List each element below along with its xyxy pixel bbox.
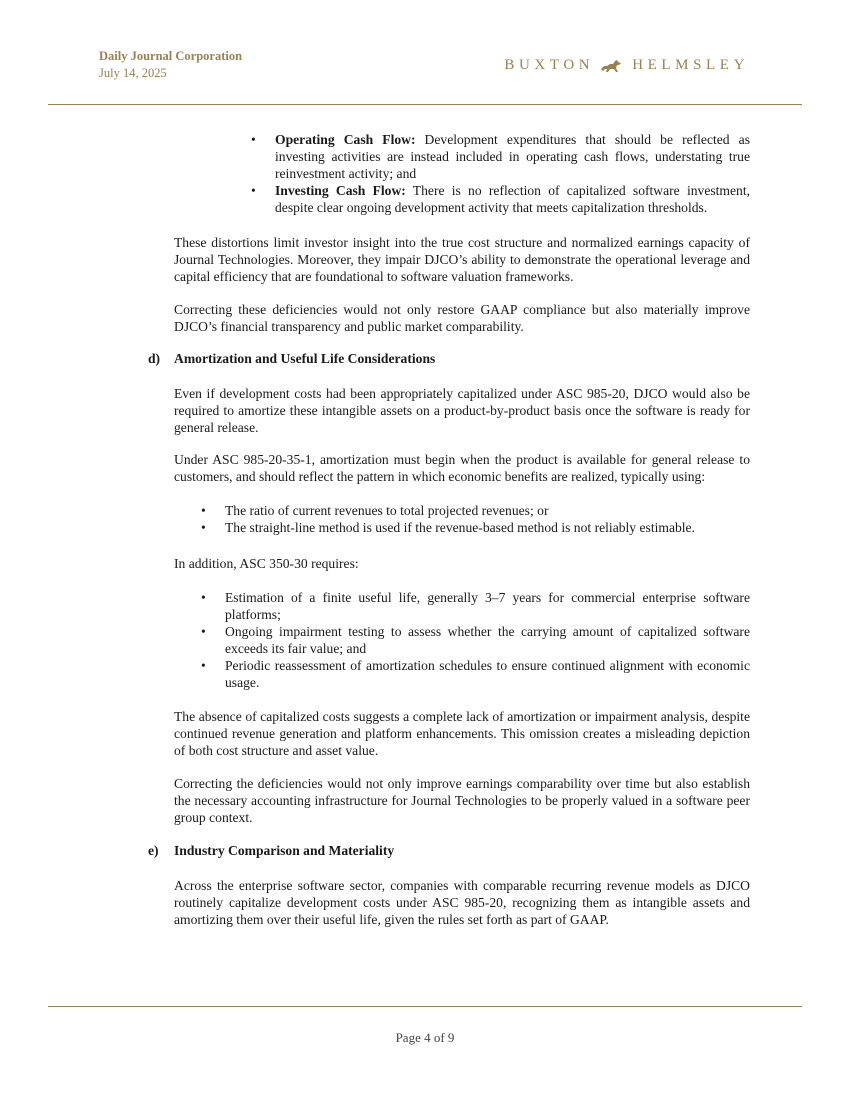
brand-name-left: BUXTON: [504, 57, 595, 73]
bullet-text: Periodic reassessment of amortization schedules to ensure continued alignment with economic usage.: [225, 658, 750, 690]
bullet-text: Estimation of a finite useful life, generally 3–7 years for commercial enterprise software platforms;: [225, 590, 750, 622]
list-item: [201, 657, 750, 691]
bullet-text: Development expenditures that should be reflected as investing activities are instead included in operating cash flows, understating true reinvestment activity; and: [275, 132, 750, 181]
list-item: [201, 502, 750, 519]
section-title: Industry Comparison and Materiality: [174, 843, 395, 858]
company-name: Daily Journal Corporation: [99, 49, 243, 63]
paragraph: These distortions limit investor insight into the true cost structure and normalized earnings capacity of Journal Technologies. Moreover, they impair DJCO’s ability to demonstrate the operational leverage and capital efficiency that are foundational to software valuation frameworks.: [174, 235, 750, 284]
bullet-text: The straight-line method is used if the revenue-based method is not reliably estimable.: [225, 520, 695, 535]
section-letter: d): [148, 351, 161, 366]
bullet-text: Ongoing impairment testing to assess whether the carrying amount of capitalized software exceeds its fair value; and: [225, 624, 750, 656]
bullet-dot: •: [201, 503, 206, 518]
bullet-dot: •: [201, 624, 206, 639]
brand-name-right: HELMSLEY: [632, 57, 749, 73]
brand-logo: [504, 57, 749, 74]
paragraph: Correcting the deficiencies would not only improve earnings comparability over time but also establish the necessary accounting infrastructure for Journal Technologies to be properly valued in a software peer group context.: [174, 776, 750, 825]
list-item: [201, 589, 750, 623]
bullet-dot: •: [201, 520, 206, 535]
list-item: [201, 623, 750, 657]
footer-divider: [48, 1006, 802, 1007]
bullet-dot: •: [201, 658, 206, 673]
horse-icon: [600, 58, 622, 74]
bullet-text: There is no reflection of capitalized software investment, despite clear ongoing development activity that meets capitalization thresholds.: [275, 183, 750, 215]
paragraph: Across the enterprise software sector, companies with comparable recurring revenue models as DJCO routinely capitalize development costs under ASC 985-20, recognizing them as intangible assets and amortizing them over their useful life, given the rules set forth as part of GAAP.: [174, 878, 750, 927]
document-date: July 14, 2025: [99, 66, 167, 80]
section-heading-e: [148, 842, 748, 859]
paragraph: Under ASC 985-20-35-1, amortization must begin when the product is available for general release to customers, and should reflect the pattern in which economic benefits are realized, typically using:: [174, 452, 750, 484]
list-item: [201, 519, 750, 536]
section-letter: e): [148, 843, 159, 858]
header-divider: [48, 104, 802, 105]
paragraph: Even if development costs had been appropriately capitalized under ASC 985-20, DJCO would also be required to amortize these intangible assets on a product-by-product basis once the software is ready for general release.: [174, 386, 750, 435]
section-title: Amortization and Useful Life Considerations: [174, 351, 436, 366]
cash-flow-bullet-list: [251, 131, 750, 216]
bullet-dot: •: [251, 183, 256, 198]
bullet-term: Investing Cash Flow:: [275, 183, 406, 198]
paragraph: In addition, ASC 350-30 requires:: [174, 556, 359, 571]
asc350-requirements-list: [201, 589, 750, 691]
amortization-method-list: [201, 502, 750, 536]
section-heading-d: [148, 350, 748, 367]
bullet-term: Operating Cash Flow:: [275, 132, 416, 147]
bullet-dot: •: [201, 590, 206, 605]
bullet-text: The ratio of current revenues to total projected revenues; or: [225, 503, 549, 518]
paragraph: The absence of capitalized costs suggests a complete lack of amortization or impairment analysis, despite continued revenue generation and platform enhancements. This omission creates a misleading depiction of both cost structure and asset value.: [174, 709, 750, 758]
list-item: [251, 131, 750, 182]
list-item: [251, 182, 750, 216]
page-number: Page 4 of 9: [395, 1030, 455, 1045]
paragraph: Correcting these deficiencies would not only restore GAAP compliance but also materially improve DJCO’s financial transparency and public market comparability.: [174, 302, 750, 334]
bullet-dot: •: [251, 132, 256, 147]
